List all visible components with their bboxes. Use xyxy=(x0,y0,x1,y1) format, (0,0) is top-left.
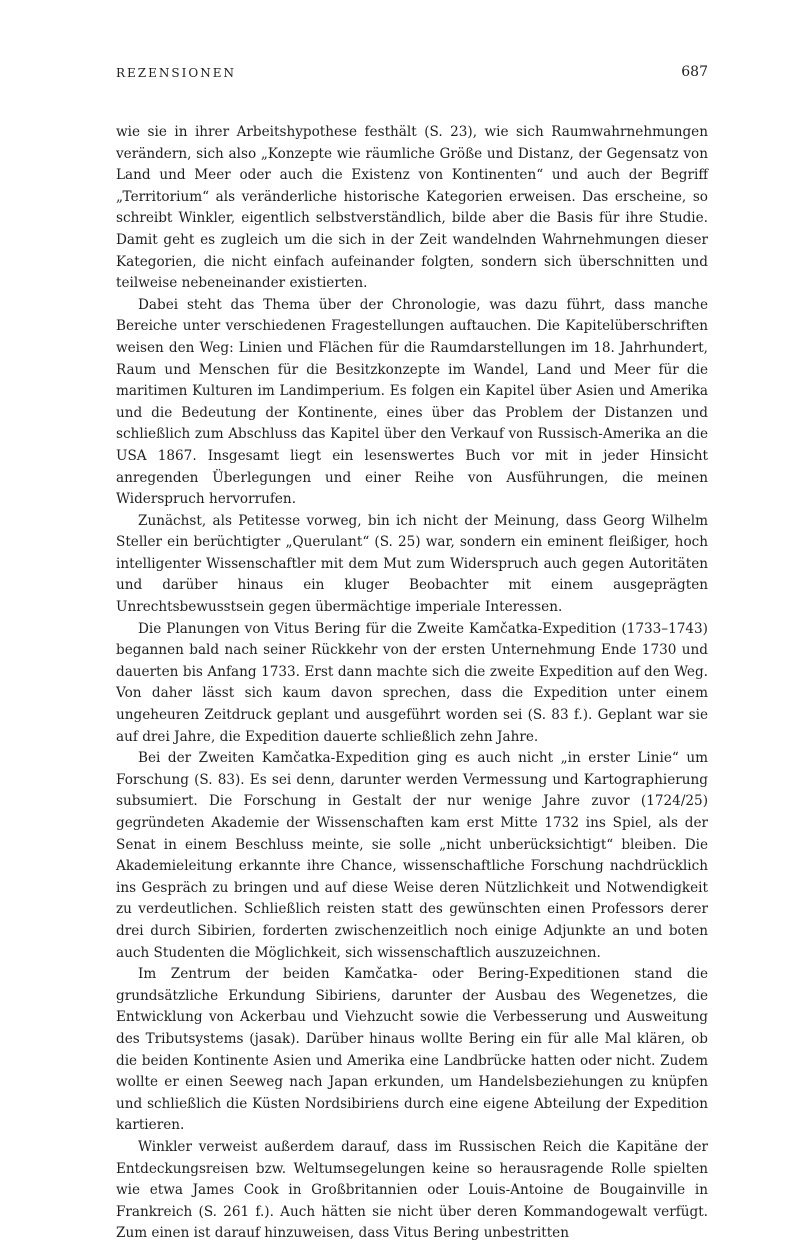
running-head: REZENSIONEN xyxy=(116,66,236,80)
review-body xyxy=(116,122,708,1245)
paragraph: Zunächst, als Petitesse vorweg, bin ich nicht der Meinung, dass Georg Wilhelm Steller ein berüchtigter „Querulant“ (S. 25) war, sondern ein eminent fleißiger, hoch intelligenter Wissenschaftler mit dem Mut zum Widerspruch auch gegen Autoritäten und darüber hinaus ein kluger Beobachter mit einem ausgeprägten Unrechtsbewusstsein gegen übermächtige imperiale Interessen. xyxy=(116,512,708,616)
paragraph: Im Zentrum der beiden Kamčatka- oder Bering-Expeditionen stand die grundsätzliche Erkundung Sibiriens, darunter der Ausbau des Wegenetzes, die Entwicklung von Ackerbau und Viehzucht sowie die Verbesserung und Ausweitung des Tributsystems (jasak). Darüber hinaus wollte Bering ein für alle Mal klären, ob die beiden Kontinente Asien und Amerika eine Landbrücke hatten oder nicht. Zudem wollte er einen Seeweg nach Japan erkunden, um Handelsbeziehungen zu knüpfen und schließlich die Küsten Nordsibiriens durch eine eigene Abteilung der Expedition kartieren. xyxy=(116,966,708,1134)
paragraph: Dabei steht das Thema über der Chronologie, was dazu führt, dass manche Bereiche unter verschiedenen Fragestellungen auftauchen. Die Kapitelüberschriften weisen den Weg: Linien und Flächen für die Raumdarstellungen im 18. Jahrhundert, Raum und Menschen für die Besitzkonzepte im Wandel, Land und Meer für die maritimen Kulturen im Landimperium. Es folgen ein Kapitel über Asien und Amerika und die Bedeutung der Kontinente, eines über das Problem der Distanzen und schließlich zum Abschluss das Kapitel über den Verkauf von Russisch-Amerika an die USA 1867. Insgesamt liegt ein lesenswertes Buch vor mit in jeder Hinsicht anregenden Überlegungen und einer Reihe von Ausführungen, die meinen Widerspruch hervorrufen. xyxy=(116,296,708,508)
page-header xyxy=(116,66,708,86)
paragraph: Die Planungen von Vitus Bering für die Zweite Kamčatka-Expedition (1733–1743) begannen bald nach seiner Rückkehr von der ersten Unternehmung Ende 1730 und dauerten bis Anfang 1733. Erst dann machte sich die zweite Expedition auf den Weg. Von daher lässt sich kaum davon sprechen, dass die Expedition unter einem ungeheuren Zeitdruck geplant und ausgeführt worden sei (S. 83 f.). Geplant war sie auf drei Jahre, die Expedition dauerte schließlich zehn Jahre. xyxy=(116,620,708,745)
paragraph: Bei der Zweiten Kamčatka-Expedition ging es auch nicht „in erster Linie“ um Forschung (S. 83). Es sei denn, darunter werden Vermessung und Kartographierung subsumiert. Die Forschung in Gestalt der nur wenige Jahre zuvor (1724/25) gegründeten Akademie der Wissenschaften kam erst Mitte 1732 ins Spiel, als der Senat in einem Beschluss meinte, sie solle „nicht unberücksichtigt“ bleiben. Die Akademieleitung erkannte ihre Chance, wissenschaftliche Forschung nachdrücklich ins Gespräch zu bringen und auf diese Weise deren Nützlichkeit und Notwendigkeit zu verdeutlichen. Schließlich reisten statt des gewünschten einen Professors derer drei durch Sibirien, forderten zwischenzeitlich noch einige Adjunkte an und boten auch Studenten die Möglichkeit, sich wissenschaftlich auszuzeichnen. xyxy=(116,750,708,961)
paragraph: wie sie in ihrer Arbeitshypothese festhält (S. 23), wie sich Raumwahrnehmungen verändern, sich also „Konzepte wie räumliche Größe und Distanz, der Gegensatz von Land und Meer oder auch die Existenz von Kontinenten“ und auch der Begriff „Territorium“ als veränderliche historische Kategorien erweisen. Das erscheine, so schreibt Winkler, eigentlich selbstverständlich, bilde aber die Basis für ihre Studie. Damit geht es zugleich um die sich in der Zeit wandelnden Wahrnehmungen dieser Kategorien, die nicht einfach aufeinander folgten, sondern sich überschnitten und teilweise nebeneinander existierten. xyxy=(116,124,708,292)
paragraph: Winkler verweist außerdem darauf, dass im Russischen Reich die Kapitäne der Entdeckungsreisen bzw. Weltumsegelungen keine so herausragende Rolle spielten wie etwa James Cook in Großbritannien oder Louis-Antoine de Bougainville in Frankreich (S. 261 f.). Auch hätten sie nicht über deren Kommandogewalt verfügt. Zum einen ist darauf hinzuweisen, dass Vitus Bering unbestritten xyxy=(116,1138,708,1242)
page-number: 687 xyxy=(681,64,708,80)
